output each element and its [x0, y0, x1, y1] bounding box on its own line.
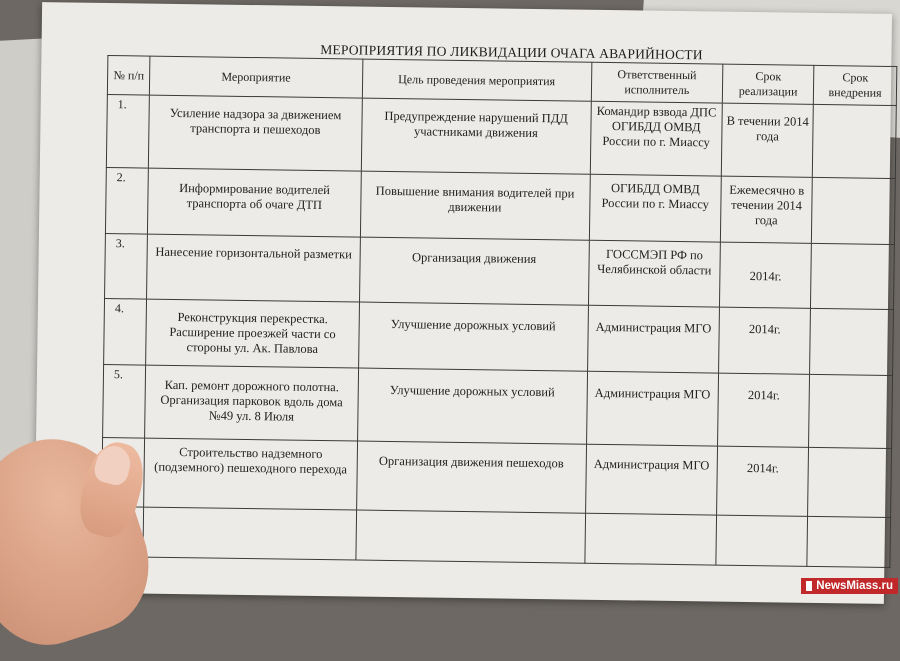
empty-cell	[807, 516, 890, 568]
row-deadline: В течении 2014 года	[721, 103, 813, 177]
row-event: Строительство надземного (подземного) пешеходного перехода	[144, 438, 357, 510]
row-implementation	[812, 177, 896, 245]
table-row	[103, 365, 893, 449]
empty-cell	[716, 515, 808, 567]
row-event: Усиление надзора за движением транспорта и пешеходов	[149, 95, 362, 171]
row-goal: Предупреждение нарушений ПДД участниками движения	[361, 98, 591, 174]
row-goal: Улучшение дорожных условий	[358, 302, 588, 372]
row-event: Нанесение горизонтальной разметки	[147, 234, 360, 302]
row-goal: Организация движения пешеходов	[356, 441, 586, 513]
row-num: 5.	[103, 365, 146, 438]
row-goal: Повышение внимания водителей при движении	[360, 171, 590, 241]
row-deadline: 2014г.	[717, 446, 809, 516]
table-row	[104, 298, 894, 376]
header-event: Мероприятие	[150, 56, 363, 98]
watermark-square-icon	[806, 581, 812, 591]
row-deadline: Ежемесячно в течении 2014 года	[720, 176, 812, 244]
row-event: Информирование водителей транспорта об очаге ДТП	[148, 168, 361, 238]
header-goal: Цель проведения мероприятия	[362, 59, 592, 101]
row-implementation	[809, 375, 893, 449]
header-responsible: Ответственный исполнитель	[591, 62, 723, 103]
table-row	[102, 437, 892, 517]
row-implementation	[810, 308, 894, 376]
row-goal: Организация движения	[359, 237, 589, 305]
row-goal: Улучшение дорожных условий	[357, 368, 587, 444]
table-row	[105, 234, 895, 310]
row-deadline: 2014г.	[719, 307, 811, 375]
table-row	[105, 167, 895, 245]
document-title: МЕРОПРИЯТИЯ ПО ЛИКВИДАЦИИ ОЧАГА АВАРИЙНОСТИ	[320, 41, 703, 63]
empty-cell	[584, 513, 716, 565]
row-num: 3.	[105, 234, 148, 299]
document-sheet	[34, 2, 892, 604]
empty-cell	[143, 507, 356, 560]
row-implementation	[811, 244, 895, 310]
row-implementation	[813, 104, 897, 178]
row-responsible: Командир взвода ДПС ОГИБДД ОМВД России по г. Миассу	[590, 101, 723, 175]
header-deadline: Срок реализации	[722, 64, 814, 104]
header-implementation: Срок внедрения	[814, 65, 897, 105]
row-num: 1.	[106, 95, 149, 168]
row-responsible: Администрация МГО	[586, 372, 719, 446]
table-row	[106, 95, 896, 179]
row-responsible: Администрация МГО	[587, 305, 719, 373]
row-responsible: ГОССМЭП РФ по Челябинской области	[588, 240, 720, 306]
row-event: Реконструкция перекрестка. Расширение проезжей части со стороны ул. Ак. Павлова	[146, 299, 359, 369]
watermark	[801, 578, 898, 594]
row-event: Кап. ремонт дорожного полотна. Организация парковок вдоль дома №49 ул. 8 Июля	[145, 365, 358, 441]
row-implementation	[808, 447, 892, 517]
row-num: 4.	[104, 298, 147, 365]
row-num: 2.	[105, 167, 148, 234]
row-responsible: ОГИБДД ОМВД России по г. Миассу	[589, 174, 721, 242]
row-deadline: 2014г.	[718, 373, 810, 447]
row-responsible: Администрация МГО	[585, 444, 717, 514]
table-row-empty	[101, 506, 891, 567]
events-table	[100, 55, 897, 568]
row-deadline: 2014г.	[720, 242, 812, 308]
empty-cell	[355, 510, 585, 564]
header-num: № п/п	[107, 56, 150, 96]
watermark-text: NewsMiass.ru	[816, 580, 893, 592]
